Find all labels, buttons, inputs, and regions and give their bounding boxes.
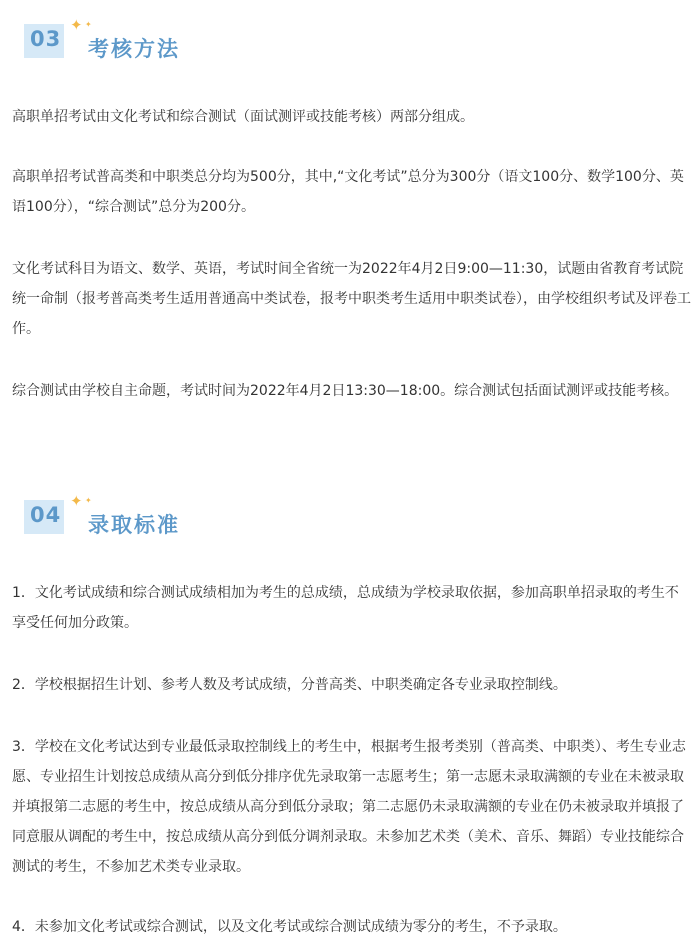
sparkle-icon: ✦ [70,16,83,34]
paragraph: 3．学校在文化考试达到专业最低录取控制线上的考生中，根据考生报考类别（普高类、中职类）、考生专业志愿、专业招生计划按总成绩从高分到低分排序优先录取第一志愿考生；第一志愿未录取满额的专业在未被录取并填报第二志愿的考生中，按总成绩从高分到低分录取；第二志愿仍未录取满额的专业在仍未被录取并填报了同意服从调配的考生中，按总成绩从高分到低分调剂录取。未参加艺术类（美术、音乐、舞蹈）专业技能综合测试的考生，不参加艺术类专业录取。 [12,739,686,875]
paragraph: 文化考试科目为语文、数学、英语，考试时间全省统一为2022年4月2日9:00—11:30，试题由省教育考试院统一命制（报考普高类考生适用普通高中类试卷，报考中职类考生适用中职类试卷），由学校组织考试及评卷工作。 [12,261,691,337]
section-number: 03 [30,27,62,51]
sparkle-icon: ✦ [85,20,92,29]
section-number-box [24,500,64,534]
paragraph: 高职单招考试由文化考试和综合测试（面试测评或技能考核）两部分组成。 [12,109,474,125]
sparkle-icon: ✦ [85,496,92,505]
sparkle-icon: ✦ [70,492,83,510]
section-title: 录取标准 [88,513,180,537]
section-title: 考核方法 [88,37,180,61]
paragraph: 4．未参加文化考试或综合测试，以及文化考试或综合测试成绩为零分的考生，不予录取。 [12,919,567,935]
paragraph: 综合测试由学校自主命题，考试时间为2022年4月2日13:30—18:00。综合测试包括面试测评或技能考核。 [12,383,679,399]
section-number-box [24,24,64,58]
paragraph: 高职单招考试普高类和中职类总分均为500分，其中,“文化考试”总分为300分（语文100分、数学100分、英语100分），“综合测试”总分为200分。 [12,169,684,215]
paragraph: 1．文化考试成绩和综合测试成绩相加为考生的总成绩，总成绩为学校录取依据，参加高职单招录取的考生不享受任何加分政策。 [12,585,679,631]
paragraph: 2．学校根据招生计划、参考人数及考试成绩，分普高类、中职类确定各专业录取控制线。 [12,677,567,693]
section-number: 04 [30,503,62,527]
